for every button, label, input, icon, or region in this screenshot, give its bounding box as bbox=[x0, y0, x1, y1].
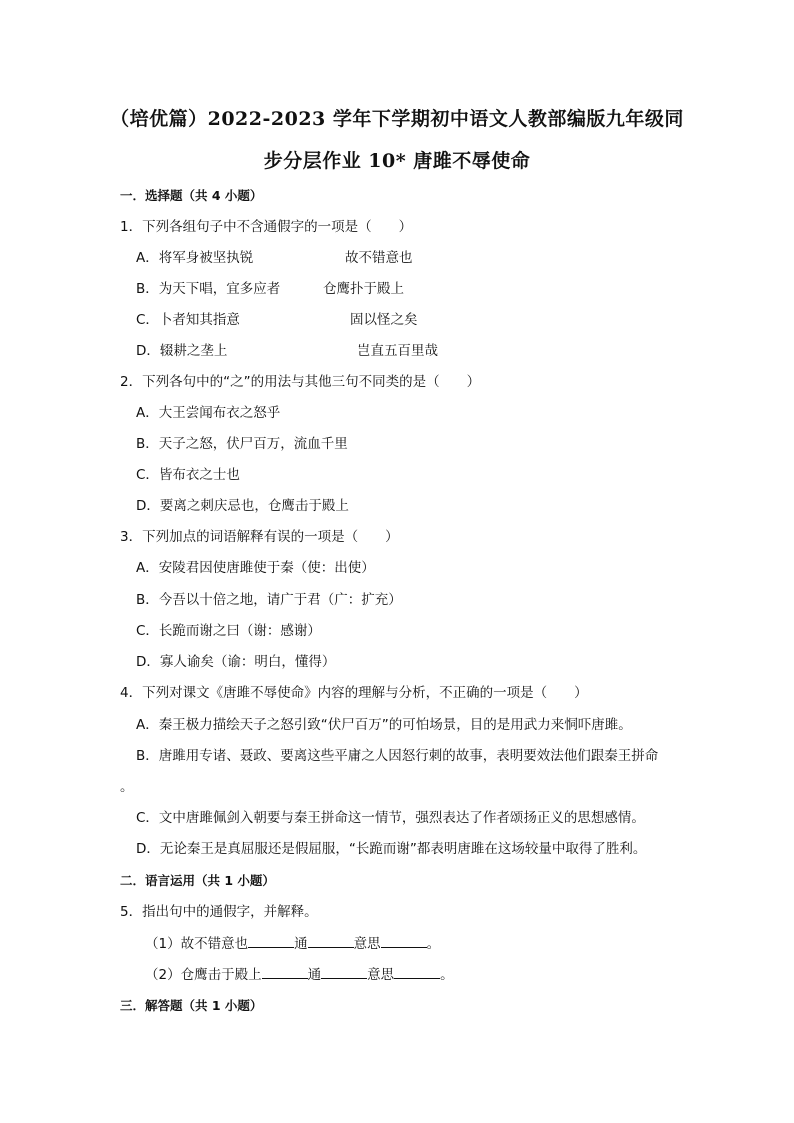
answer-blank[interactable] bbox=[321, 965, 367, 979]
page-title-line2: 步分层作业 10* 唐雎不辱使命 bbox=[263, 150, 531, 172]
answer-blank[interactable] bbox=[381, 934, 427, 948]
q5-item-1-end: 。 bbox=[426, 936, 441, 952]
q5-item-2-prefix: （2）仓鹰击于殿上 bbox=[145, 967, 262, 983]
q4-option-b: B．唐雎用专诸、聂政、要离这些平庸之人因怒行刺的故事，表明要效法他们跟秦王拼命 bbox=[136, 748, 659, 764]
q3-option-d: D．寡人谕矣（谕：明白，懂得） bbox=[136, 654, 336, 670]
q5-item-2-tong: 通 bbox=[307, 967, 322, 983]
section-heading-answer: 三．解答题（共 1 小题） bbox=[120, 998, 263, 1013]
q2-option-c: C．皆布衣之士也 bbox=[136, 467, 240, 483]
q1-option-a-second: 故不错意也 bbox=[345, 250, 413, 266]
q1-option-b-second: 仓鹰扑于殿上 bbox=[323, 281, 404, 297]
question-4-stem: 4．下列对课文《唐雎不辱使命》内容的理解与分析，不正确的一项是（ ） bbox=[120, 685, 588, 701]
q3-option-c: C．长跪而谢之曰（谢：感谢） bbox=[136, 623, 321, 639]
q4-option-c: C．文中唐雎佩剑入朝要与秦王拼命这一情节，强烈表达了作者颂扬正义的思想感情。 bbox=[136, 810, 645, 826]
q5-item-1-tong: 通 bbox=[294, 936, 308, 952]
page-title-line1: （培优篇）2022-2023 学年下学期初中语文人教部编版九年级同 bbox=[110, 108, 684, 130]
q3-option-b: B．今吾以十倍之地，请广于君（广：扩充） bbox=[136, 592, 402, 608]
question-5-stem: 5．指出句中的通假字，并解释。 bbox=[120, 904, 318, 920]
answer-blank[interactable] bbox=[394, 965, 440, 979]
answer-blank[interactable] bbox=[262, 965, 308, 979]
answer-blank[interactable] bbox=[248, 934, 294, 948]
q5-item-2-yisi: 意思 bbox=[367, 967, 395, 983]
q1-option-a: A．将军身被坚执锐 bbox=[136, 250, 254, 266]
q5-item-2 bbox=[145, 965, 454, 985]
q4-option-b-wrap: 。 bbox=[120, 779, 134, 795]
q4-option-d: D．无论秦王是真屈服还是假屈服，“长跪而谢”都表明唐雎在这场较量中取得了胜利。 bbox=[136, 841, 647, 857]
q5-item-1-yisi: 意思 bbox=[353, 936, 381, 952]
q1-option-b: B．为天下唱，宜多应者 bbox=[136, 281, 281, 297]
q2-option-b: B．天子之怒，伏尸百万，流血千里 bbox=[136, 436, 348, 452]
q4-option-a: A．秦王极力描绘天子之怒引致“伏尸百万”的可怕场景，目的是用武力来恫吓唐雎。 bbox=[136, 717, 632, 733]
q2-option-d: D．要离之刺庆忌也，仓鹰击于殿上 bbox=[136, 498, 349, 514]
q3-option-a: A．安陵君因使唐雎使于秦（使：出使） bbox=[136, 560, 375, 576]
question-3-stem: 3．下列加点的词语解释有误的一项是（ ） bbox=[120, 529, 399, 545]
question-2-stem: 2．下列各句中的“之”的用法与其他三句不同类的是（ ） bbox=[120, 374, 481, 390]
answer-blank[interactable] bbox=[308, 934, 354, 948]
q1-option-d: D．辍耕之垄上 bbox=[136, 343, 228, 359]
section-heading-choice: 一．选择题（共 4 小题） bbox=[120, 188, 263, 203]
question-1-stem: 1．下列各组句子中不含通假字的一项是（ ） bbox=[120, 219, 413, 235]
q2-option-a: A．大王尝闻布衣之怒乎 bbox=[136, 405, 281, 421]
section-heading-language: 二．语言运用（共 1 小题） bbox=[120, 873, 275, 888]
q1-option-c: C．卜者知其指意 bbox=[136, 312, 240, 328]
q5-item-1 bbox=[145, 934, 440, 954]
q5-item-2-end: 。 bbox=[440, 967, 454, 983]
q1-option-d-second: 岂直五百里哉 bbox=[357, 343, 438, 359]
q1-option-c-second: 固以怪之矣 bbox=[350, 312, 418, 328]
q5-item-1-prefix: （1）故不错意也 bbox=[145, 936, 249, 952]
